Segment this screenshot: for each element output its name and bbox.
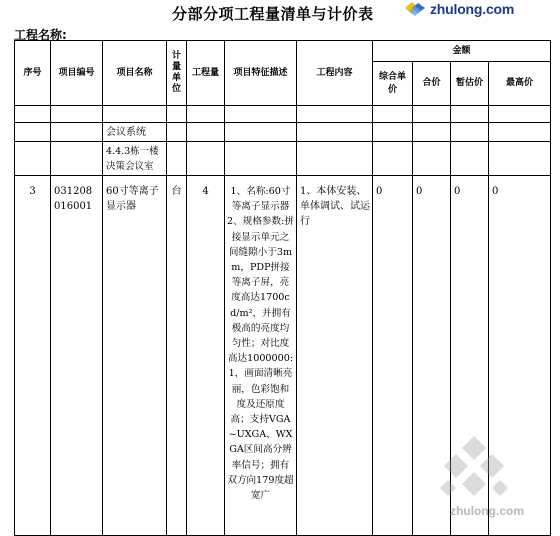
site-logo[interactable] (404, 0, 514, 18)
item-unit: 台 (167, 176, 187, 536)
table-row-spacer (15, 106, 551, 123)
table-row-section2 (15, 142, 551, 176)
item-total: 0 (413, 176, 451, 536)
col-max-price: 最高价 (489, 62, 551, 106)
page-title: 分部分项工程量清单与计价表 (172, 5, 374, 23)
item-provisional: 0 (451, 176, 489, 536)
col-feature: 项目特征描述 (225, 41, 297, 106)
logo-text: zhulong.com (430, 1, 515, 17)
col-content: 工程内容 (297, 41, 373, 106)
table-row-section1 (15, 123, 551, 142)
item-feature-description: 1、名称:60寸等离子显示器 2、规格参数:拼接显示单元之间缝隙小于3mm，PDP拼接等离子屏，亮度高达1700cd/m²，并拥有极高的亮度均匀性；对比度高达1000000:1，画面清晰亮丽，色彩饱和度及还原度高；支持VGA~UXGA、WXGA区间高分辨率信号；拥有双方向179度超宽广 (225, 176, 297, 536)
item-code-text: 031208016001 (54, 186, 93, 212)
item-code (51, 176, 103, 536)
col-provisional: 暂估价 (451, 62, 489, 106)
col-amount-group: 金额 (373, 41, 551, 62)
col-unit (167, 41, 187, 106)
item-max-price: 0 (489, 176, 551, 536)
item-unit-price: 0 (373, 176, 413, 536)
zhulong-logo-icon (404, 0, 426, 18)
header-row-1 (15, 41, 551, 62)
item-work-content: 1、本体安装、单体调试、试运行 (297, 176, 373, 536)
col-name: 项目名称 (103, 41, 167, 106)
col-code: 项目编号 (51, 41, 103, 106)
col-qty: 工程量 (187, 41, 225, 106)
col-unit-label: 计量单位 (171, 51, 181, 94)
watermark-text: zhulong.com (450, 504, 524, 518)
project-name-label: 工程名称: (14, 28, 67, 42)
col-unit-price (373, 62, 413, 106)
item-qty: 4 (187, 176, 225, 536)
col-seq: 序号 (15, 41, 51, 106)
section1-name: 会议系统 (103, 123, 167, 142)
item-name: 60寸等离子显示器 (103, 176, 167, 536)
section2-name: 4.4.3栋一楼决策会议室 (103, 142, 167, 176)
col-unit-price-label: 综合单价 (378, 71, 406, 95)
col-total: 合价 (413, 62, 451, 106)
item-seq: 3 (15, 176, 51, 536)
